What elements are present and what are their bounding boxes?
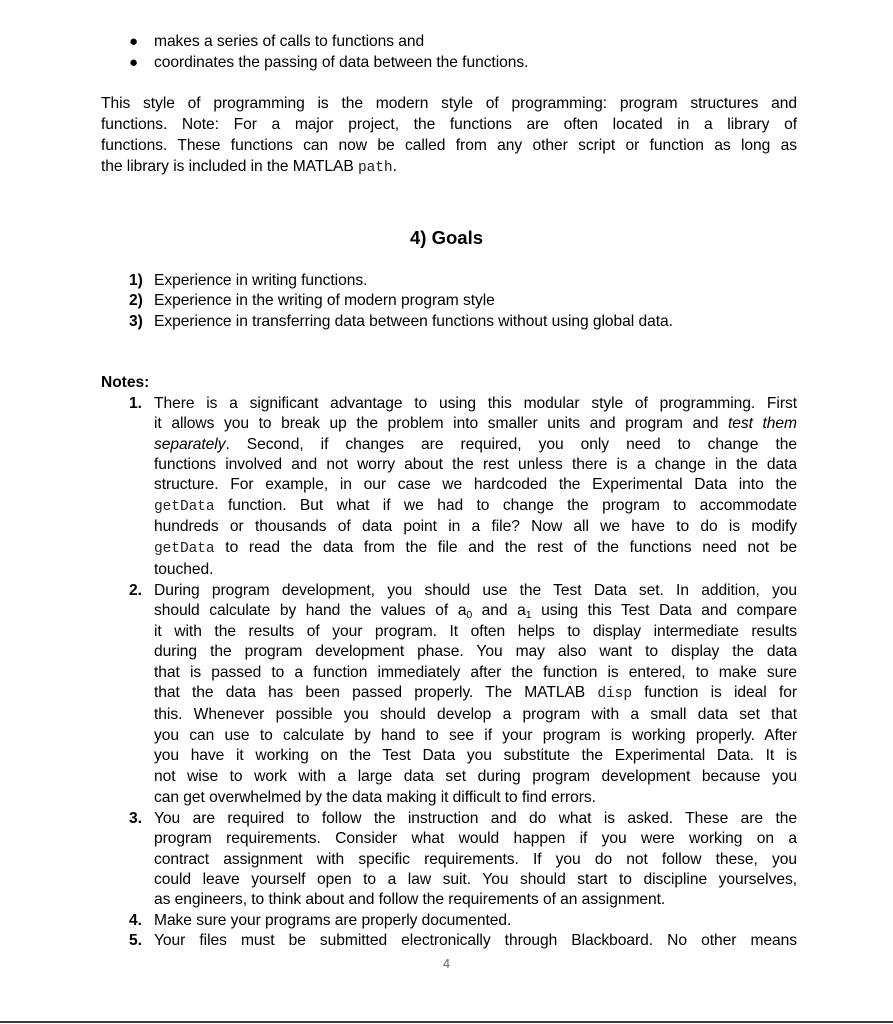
goal-item: Experience in transferring data between functions without using global data. xyxy=(154,313,673,330)
note-line xyxy=(154,496,797,517)
text-run: function. But what if we had to change the program to accommodate xyxy=(214,497,797,514)
note-line: this. Whenever possible you should develop a program with a small data set that xyxy=(154,706,797,723)
notes-label: Notes: xyxy=(101,374,150,391)
bullet-dot: ● xyxy=(129,33,139,50)
note-number: 5. xyxy=(129,932,143,949)
italic-text: test them xyxy=(727,415,797,432)
text-run: using this Test Data and compare xyxy=(531,602,797,619)
note-line: Make sure your programs are properly documented. xyxy=(154,912,512,929)
note-line: contract assignment with specific requirements. If you do not follow these, you xyxy=(154,851,797,868)
text-run: to read the data from the file and the rest of the functions need not be xyxy=(214,539,797,556)
note-line xyxy=(154,601,797,621)
page-bottom-divider xyxy=(0,1021,893,1023)
note-line: as engineers, to think about and follow the requirements of an assignment. xyxy=(154,891,666,908)
note-line: hundreds or thousands of data point in a file? Now all we have to do is modify xyxy=(154,518,797,535)
note-line: You are required to follow the instruction and do what is asked. These are the xyxy=(154,810,797,827)
note-line xyxy=(154,683,797,704)
text-run: . xyxy=(392,158,397,175)
note-number: 1. xyxy=(129,395,143,412)
italic-text: separately xyxy=(154,436,226,453)
note-line: you have it working on the Test Data you substitute the Experimental Data. It is xyxy=(154,747,797,764)
subscript: 1 xyxy=(525,609,532,621)
goal-number: 3) xyxy=(129,313,143,330)
goal-number: 2) xyxy=(129,292,143,309)
note-line: it with the results of your program. It often helps to display intermediate results xyxy=(154,623,797,640)
code-disp: disp xyxy=(597,686,632,702)
paragraph-line: functions. These functions can now be called from any other script or function as long as xyxy=(101,137,797,154)
text-run: it allows you to break up the problem into smaller units and program and xyxy=(154,415,728,432)
goal-item: Experience in the writing of modern program style xyxy=(154,292,495,309)
goal-number: 1) xyxy=(129,272,143,289)
note-number: 2. xyxy=(129,582,143,599)
note-line: could leave yourself open to a law suit. You should start to discipline yourselves, xyxy=(154,871,797,888)
note-number: 3. xyxy=(129,810,143,827)
note-number: 4. xyxy=(129,912,143,929)
note-line: that is passed to a function immediately after the function is entered, to make sure xyxy=(154,664,797,681)
bullet-item: makes a series of calls to functions and xyxy=(154,33,425,50)
note-line: not wise to work with a large data set during program development because you xyxy=(154,768,797,785)
page-number: 4 xyxy=(442,956,451,971)
text-run: function is ideal for xyxy=(631,684,797,701)
note-line xyxy=(154,414,797,434)
section-heading-goals: 4) Goals xyxy=(410,227,483,248)
note-line: During program development, you should use the Test Data set. In addition, you xyxy=(154,582,797,599)
paragraph-line: This style of programming is the modern style of programming: program structures and xyxy=(101,95,797,112)
subscript: 0 xyxy=(466,609,473,621)
note-line: There is a significant advantage to using this modular style of programming. First xyxy=(154,395,797,412)
note-line: structure. For example, in our case we hardcoded the Experimental Data into the xyxy=(154,476,797,493)
note-line: you can use to calculate by hand to see if your program is working properly. After xyxy=(154,727,797,744)
bullet-dot: ● xyxy=(129,54,139,71)
note-line: touched. xyxy=(154,561,214,578)
goal-item: Experience in writing functions. xyxy=(154,272,368,289)
text-run: should calculate by hand the values of a xyxy=(154,602,467,619)
note-line: during the program development phase. You may also want to display the data xyxy=(154,643,797,660)
code-getdata: getData xyxy=(154,499,215,515)
note-line: Your files must be submitted electronically through Blackboard. No other means xyxy=(154,932,797,949)
note-line xyxy=(154,538,797,559)
text-run: and a xyxy=(472,602,526,619)
text-run: the library is included in the MATLAB xyxy=(101,158,358,175)
note-line xyxy=(154,435,797,455)
text-run: . Second, if changes are required, you only need to change the xyxy=(225,436,797,453)
note-line: functions involved and not worry about the rest unless there is a change in the data xyxy=(154,456,797,473)
note-line: program requirements. Consider what would happen if you were working on a xyxy=(154,830,797,847)
paragraph-line: functions. Note: For a major project, the functions are often located in a library of xyxy=(101,116,797,133)
paragraph-line xyxy=(101,157,397,178)
code-path: path xyxy=(357,160,393,176)
text-run: that the data has been passed properly. The MATLAB xyxy=(154,684,598,701)
note-line: can get overwhelmed by the data making it difficult to find errors. xyxy=(154,789,596,806)
code-getdata: getData xyxy=(154,541,215,557)
bullet-item: coordinates the passing of data between the functions. xyxy=(154,54,529,71)
